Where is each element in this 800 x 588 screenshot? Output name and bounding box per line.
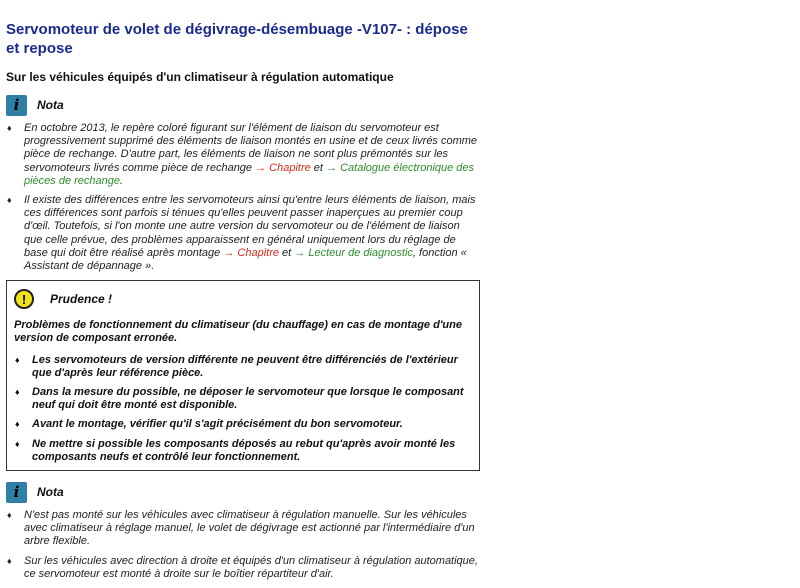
bullet-icon: ♦ [15, 387, 20, 398]
caution-item-text: Avant le montage, vérifier qu'il s'agit précisément du bon servomoteur. [32, 418, 403, 431]
bullet-icon: ♦ [7, 510, 12, 521]
nota-item [6, 194, 480, 273]
caution-intro: Problèmes de fonctionnement du climatiseur (du chauffage) en cas de montage d'une version de composant erronée. [14, 319, 462, 345]
title-line-2: et repose [6, 40, 73, 57]
caution-item-text: Ne mettre si possible les composants déposés au rebut qu'après avoir monté les composants neufs et contrôlé leur fonctionnement. [32, 437, 456, 463]
info-icon: i [6, 95, 27, 116]
chapter-link[interactable]: → Chapitre [223, 246, 279, 259]
caution-item [14, 386, 473, 412]
nota-text-end: , fonction « Assistant de dépannage ». [24, 246, 467, 273]
nota-label: Nota [37, 98, 64, 112]
nota-item [6, 555, 480, 581]
bullet-icon: ♦ [7, 123, 12, 133]
document [6, 20, 480, 587]
bullet-icon: ♦ [15, 419, 20, 430]
caution-header [14, 287, 473, 311]
bullet-icon: ♦ [15, 354, 20, 365]
nota-header [6, 94, 480, 116]
caution-item [14, 418, 473, 431]
chapter-link[interactable]: → Chapitre [255, 161, 311, 174]
bullet-icon: ♦ [7, 555, 12, 566]
nota-text: N'est pas monté sur les véhicules avec climatiseur à régulation manuelle. Sur les véhicules avec climatiseur à réglage manuel, le volet de dégivrage est actionné par l'intermédiaire d'un arbre flexible. [24, 509, 475, 548]
caution-item-text: Les servomoteurs de version différente ne peuvent être différenciés de l'extérieur que d'après leur référence pièce. [32, 353, 458, 379]
title-line-1: Servomoteur de volet de dégivrage-désembuage -V107- : dépose [6, 21, 468, 38]
section-subtitle: Sur les véhicules équipés d'un climatiseur à régulation automatique [6, 70, 394, 84]
nota-label: Nota [37, 485, 64, 500]
nota-header [6, 481, 480, 503]
bullet-icon: ♦ [15, 438, 20, 449]
page-title [6, 20, 480, 58]
catalogue-link[interactable]: → Catalogue électronique des pièces de rechange [24, 161, 475, 187]
nota-item [6, 122, 480, 188]
nota-list [6, 122, 480, 273]
nota-list [6, 509, 480, 581]
exclamation-icon: ! [14, 289, 34, 309]
nota-item [6, 509, 480, 549]
caution-item-text: Dans la mesure du possible, ne déposer le servomoteur que lorsque le composant neuf qui doit être monté est disponible. [32, 386, 464, 412]
caution-item [14, 354, 473, 380]
info-icon: i [6, 482, 27, 503]
nota-text-end: . [120, 174, 124, 187]
nota-text-mid: et [310, 161, 327, 174]
diagnostic-link[interactable]: → Lecteur de diagnostic [294, 246, 413, 259]
caution-list [14, 354, 473, 464]
nota-text-mid: et [278, 246, 295, 259]
nota-text: Sur les véhicules avec direction à droite et équipés d'un climatiseur à régulation automatique, ce servomoteur est monté à droite sur le boîtier répartiteur d'air. [24, 554, 478, 580]
nota-text: En octobre 2013, le repère coloré figurant sur l'élément de liaison du servomoteur est progressivement supprimé des éléments de liaison montés en usine et de ceux livrés comme pièce de rechange. D'autre part, les éléments de liaison ne sont plus prémontés sur les servomoteurs livrés comme pièce de rechange [24, 122, 478, 174]
caution-item [14, 438, 473, 464]
nota-text: Il existe des différences entre les servomoteurs ainsi qu'entre leurs éléments de liaison, mais ces différences sont parfois si ténues qu'elles peuvent passer inaperçues au premier coup d'œil. Toutefois, si l'on monte une autre version du servomoteur ou de l'élément de liaison que celle prévue, des problèmes apparaissent en général uniquement lors du réglage de base qui doit être réalisé après montage [24, 194, 476, 259]
caution-box [6, 280, 480, 471]
caution-label: Prudence ! [50, 292, 113, 307]
bullet-icon: ♦ [7, 195, 12, 206]
